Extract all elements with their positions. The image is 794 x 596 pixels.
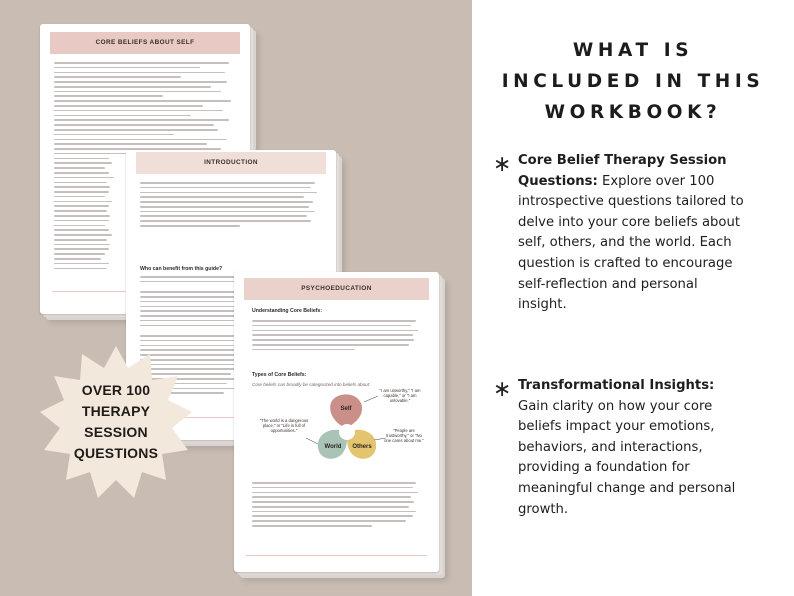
heading-line-3: WORKBOOK? [544,102,722,123]
page-header-psychoeducation: PSYCHOEDUCATION [244,278,429,300]
badge-line-2: THERAPY [81,403,151,419]
feature-title: Transformational Insights: [518,378,715,393]
feature-text [518,376,748,520]
page-header-introduction: INTRODUCTION [136,152,326,174]
badge-line-3: SESSION [84,424,148,440]
feature-text [518,151,748,316]
feature-transformational-insights [493,376,748,520]
asterisk-bullet-icon: ∗ [493,152,512,177]
feature-core-belief-questions [493,151,748,316]
heading-line-2: INCLUDED IN THIS [501,71,765,92]
badge-text [40,346,192,498]
diagram-caption: Core beliefs can broadly be categorized into beliefs about: [252,382,371,387]
description-panel [472,0,794,596]
feature-body: Explore over 100 introspective questions tailored to delve into your core beliefs about self, others, and the world. Each question is crafted to encourage self-reflection and personal insight. [518,173,744,313]
section-heading [472,35,794,128]
world-label: World [324,444,342,450]
asterisk-bullet-icon: ∗ [493,377,512,402]
feature-body: Gain clarity on how your core beliefs impact your emotions, behaviors, and interactions, providing a foundation for meaningful change and personal growth. [518,398,736,517]
badge-line-1: OVER 100 [81,382,151,398]
body-text-lines [140,182,322,230]
world-belief-quote: "The world is a dangerous place," or "Life is full of opportunities." [259,418,309,434]
body-text-lines [252,320,423,353]
heading-line-1: WHAT IS [572,40,694,61]
others-label: Others [352,444,372,450]
feature-title: Core Belief Therapy Session Questions: [518,153,727,189]
self-belief-quote: "I am unworthy," "I am capable," or "I am unlovable." [379,388,421,404]
self-label: Self [340,406,352,412]
badge-line-4: QUESTIONS [73,445,159,461]
subheading-understanding-core-beliefs: Understanding Core Beliefs: [252,308,323,314]
body-text-lines [252,482,423,530]
subheading-types-of-core-beliefs: Types of Core Beliefs: [252,372,307,378]
page-header-core-beliefs: CORE BELIEFS ABOUT SELF [50,32,240,54]
others-belief-quote: "People are trustworthy," or "No one cares about me." [384,428,424,444]
page-psychoeducation [234,272,439,572]
subheading-who-can-benefit: Who can benefit from this guide? [140,266,223,272]
highlight-badge [40,346,192,498]
core-beliefs-diagram [254,388,424,470]
footer-rule [246,555,427,556]
